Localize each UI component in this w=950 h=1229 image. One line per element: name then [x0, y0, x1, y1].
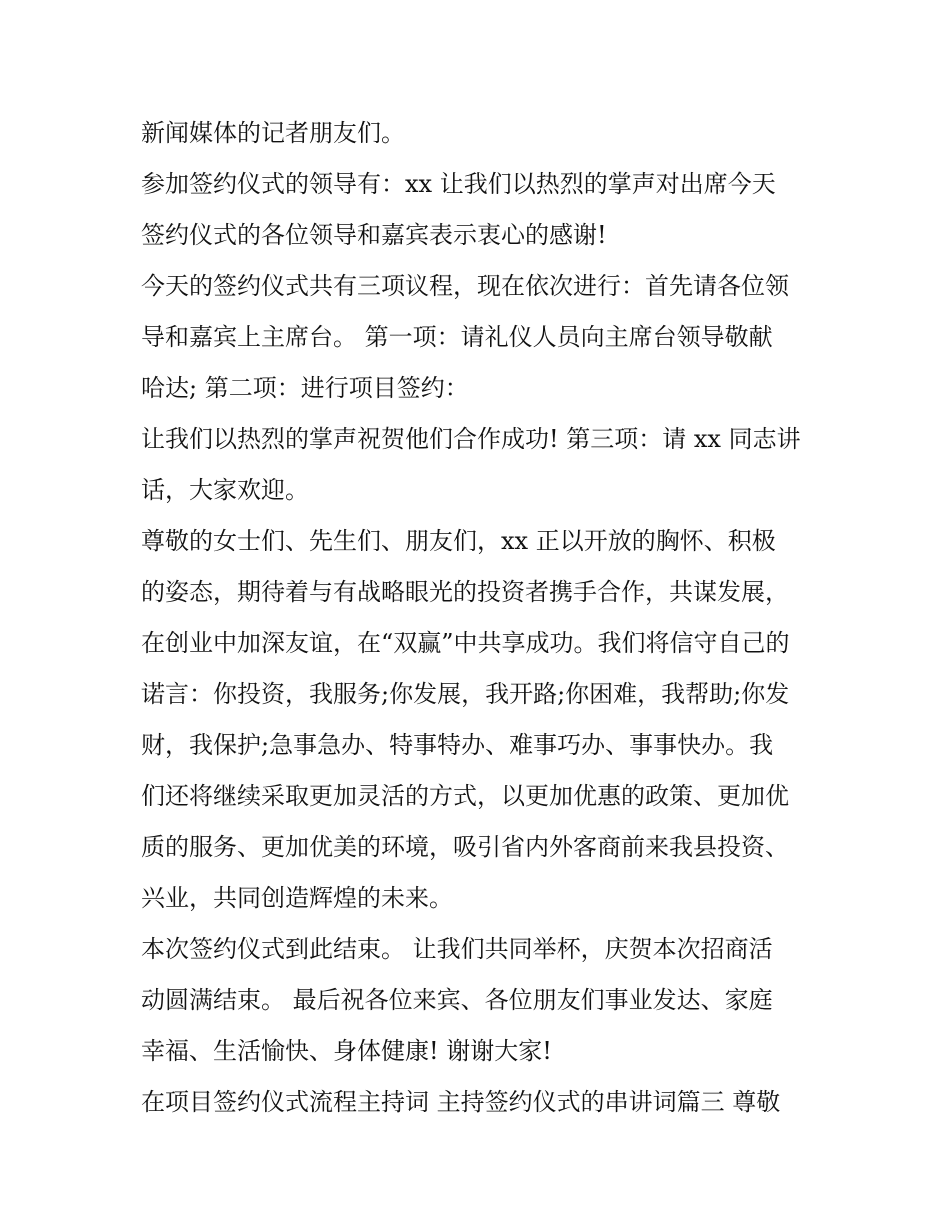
- text-line: 让我们以热烈的掌声祝贺他们合作成功! 第三项：请 xx 同志讲: [141, 425, 801, 453]
- text-line: 财，我保护;急事急办、特事特办、难事巧办、事事快办。我: [141, 731, 774, 759]
- text-line: 质的服务、更加优美的环境，吸引省内外客商前来我县投资、: [141, 833, 789, 861]
- text-line: 今天的签约仪式共有三项议程，现在依次进行：首先请各位领: [141, 272, 789, 300]
- text-line: 签约仪式的各位领导和嘉宾表示衷心的感谢!: [141, 221, 607, 249]
- text-line: 动圆满结束。 最后祝各位来宾、各位朋友们事业发达、家庭: [141, 986, 773, 1014]
- text-line: 诺言：你投资，我服务;你发展，我开路;你困难，我帮助;你发: [141, 680, 790, 708]
- text-line: 导和嘉宾上主席台。 第一项：请礼仪人员向主席台领导敬献: [141, 323, 773, 351]
- text-line: 本次签约仪式到此结束。 让我们共同举杯，庆贺本次招商活: [141, 935, 773, 963]
- body-text: [141, 108, 821, 1128]
- text-line: 在创业中加深友谊，在“双赢”中共享成功。我们将信守自己的: [141, 629, 790, 657]
- text-line: 话，大家欢迎。: [141, 476, 309, 504]
- text-line: 尊敬的女士们、先生们、朋友们，xx 正以开放的胸怀、积极: [141, 527, 776, 555]
- text-line: 兴业，共同创造辉煌的未来。: [141, 884, 453, 912]
- text-line: 幸福、生活愉快、身体健康! 谢谢大家!: [141, 1037, 552, 1065]
- text-line: 新闻媒体的记者朋友们。: [141, 119, 405, 147]
- text-line: 哈达; 第二项：进行项目签约：: [141, 374, 469, 402]
- text-line: 参加签约仪式的领导有：xx 让我们以热烈的掌声对出席今天: [141, 170, 776, 198]
- text-line: 们还将继续采取更加灵活的方式，以更加优惠的政策、更加优: [141, 782, 789, 810]
- text-line: 的姿态，期待着与有战略眼光的投资者携手合作，共谋发展，: [141, 578, 789, 606]
- text-line: 在项目签约仪式流程主持词 主持签约仪式的串讲词篇三 尊敬: [141, 1088, 781, 1116]
